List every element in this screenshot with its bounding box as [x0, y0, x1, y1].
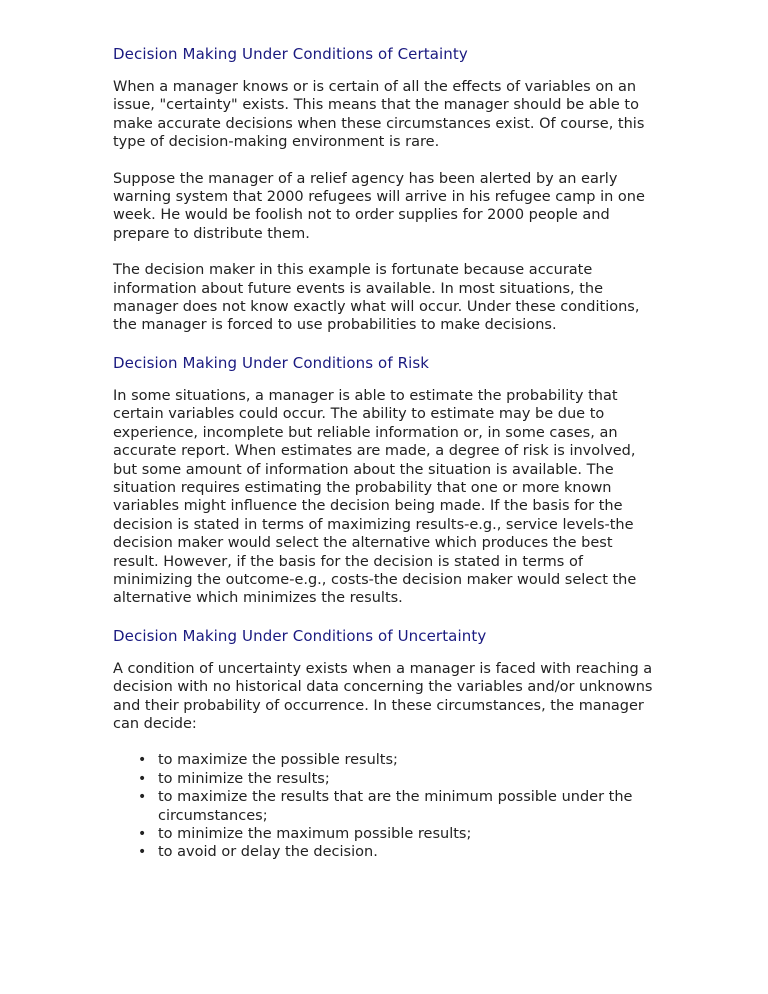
document-page — [113, 44, 658, 862]
bullet-icon: • — [138, 789, 147, 806]
paragraph: In some situations, a manager is able to estimate the probability that certain variables could occur. The ability to estimate may be due to experience, incomplete but reliable information or, in some cases, an accurate report. When estimates are made, a degree of risk is involved, but some amount of information about the situation is available. The situation requires estimating the probability that one or more known variables might influence the decision being made. If the basis for the decision is stated in terms of maximizing results-e.g., service levels-the decision maker would select the alternative which produces the best result. However, if the basis for the decision is stated in terms of minimizing the outcome-e.g., costs-the decision maker would select the alternative which minimizes the results. — [113, 387, 637, 607]
list-item — [113, 788, 658, 825]
section-heading: Decision Making Under Conditions of Risk — [113, 353, 430, 372]
section-certainty — [113, 44, 658, 335]
bullet-icon: • — [138, 844, 147, 861]
section-heading: Decision Making Under Conditions of Certainty — [113, 45, 468, 63]
bullet-icon: • — [138, 752, 147, 769]
list-item-text: to maximize the results that are the minimum possible under the circumstances; — [158, 789, 633, 824]
paragraph: When a manager knows or is certain of all the effects of variables on an issue, "certainty" exists. This means that the manager should be able to make accurate decisions when these circumstances exist. Of course, this type of decision-making environment is rare. — [113, 79, 645, 151]
paragraph: Suppose the manager of a relief agency has been alerted by an early warning system that 2000 refugees will arrive in his refugee camp in one week. He would be foolish not to order supplies for 2000 people and prepare to distribute them. — [113, 170, 645, 242]
bullet-icon: • — [138, 770, 147, 787]
section-heading: Decision Making Under Conditions of Uncertainty — [113, 626, 487, 645]
bullet-list — [138, 751, 658, 861]
list-item-text: to avoid or delay the decision. — [158, 844, 378, 861]
list-item — [113, 825, 658, 843]
paragraph: A condition of uncertainty exists when a manager is faced with reaching a decision with no historical data concerning the variables and/or unknowns and their probability of occurrence. In these circumstances, the manager can decide: — [113, 660, 653, 732]
list-item-text: to maximize the possible results; — [158, 752, 398, 769]
list-item-text: to minimize the results; — [158, 770, 330, 787]
paragraph: The decision maker in this example is fortunate because accurate information about future events is available. In most situations, the manager does not know exactly what will occur. Under these conditions, the manager is forced to use probabilities to make decisions. — [113, 262, 640, 334]
bullet-icon: • — [138, 826, 147, 842]
list-item-text: to minimize the maximum possible results; — [158, 826, 472, 842]
list-item — [113, 751, 658, 769]
section-uncertainty — [113, 626, 658, 862]
section-risk — [113, 353, 658, 608]
list-item — [113, 770, 658, 788]
list-item — [113, 843, 658, 861]
